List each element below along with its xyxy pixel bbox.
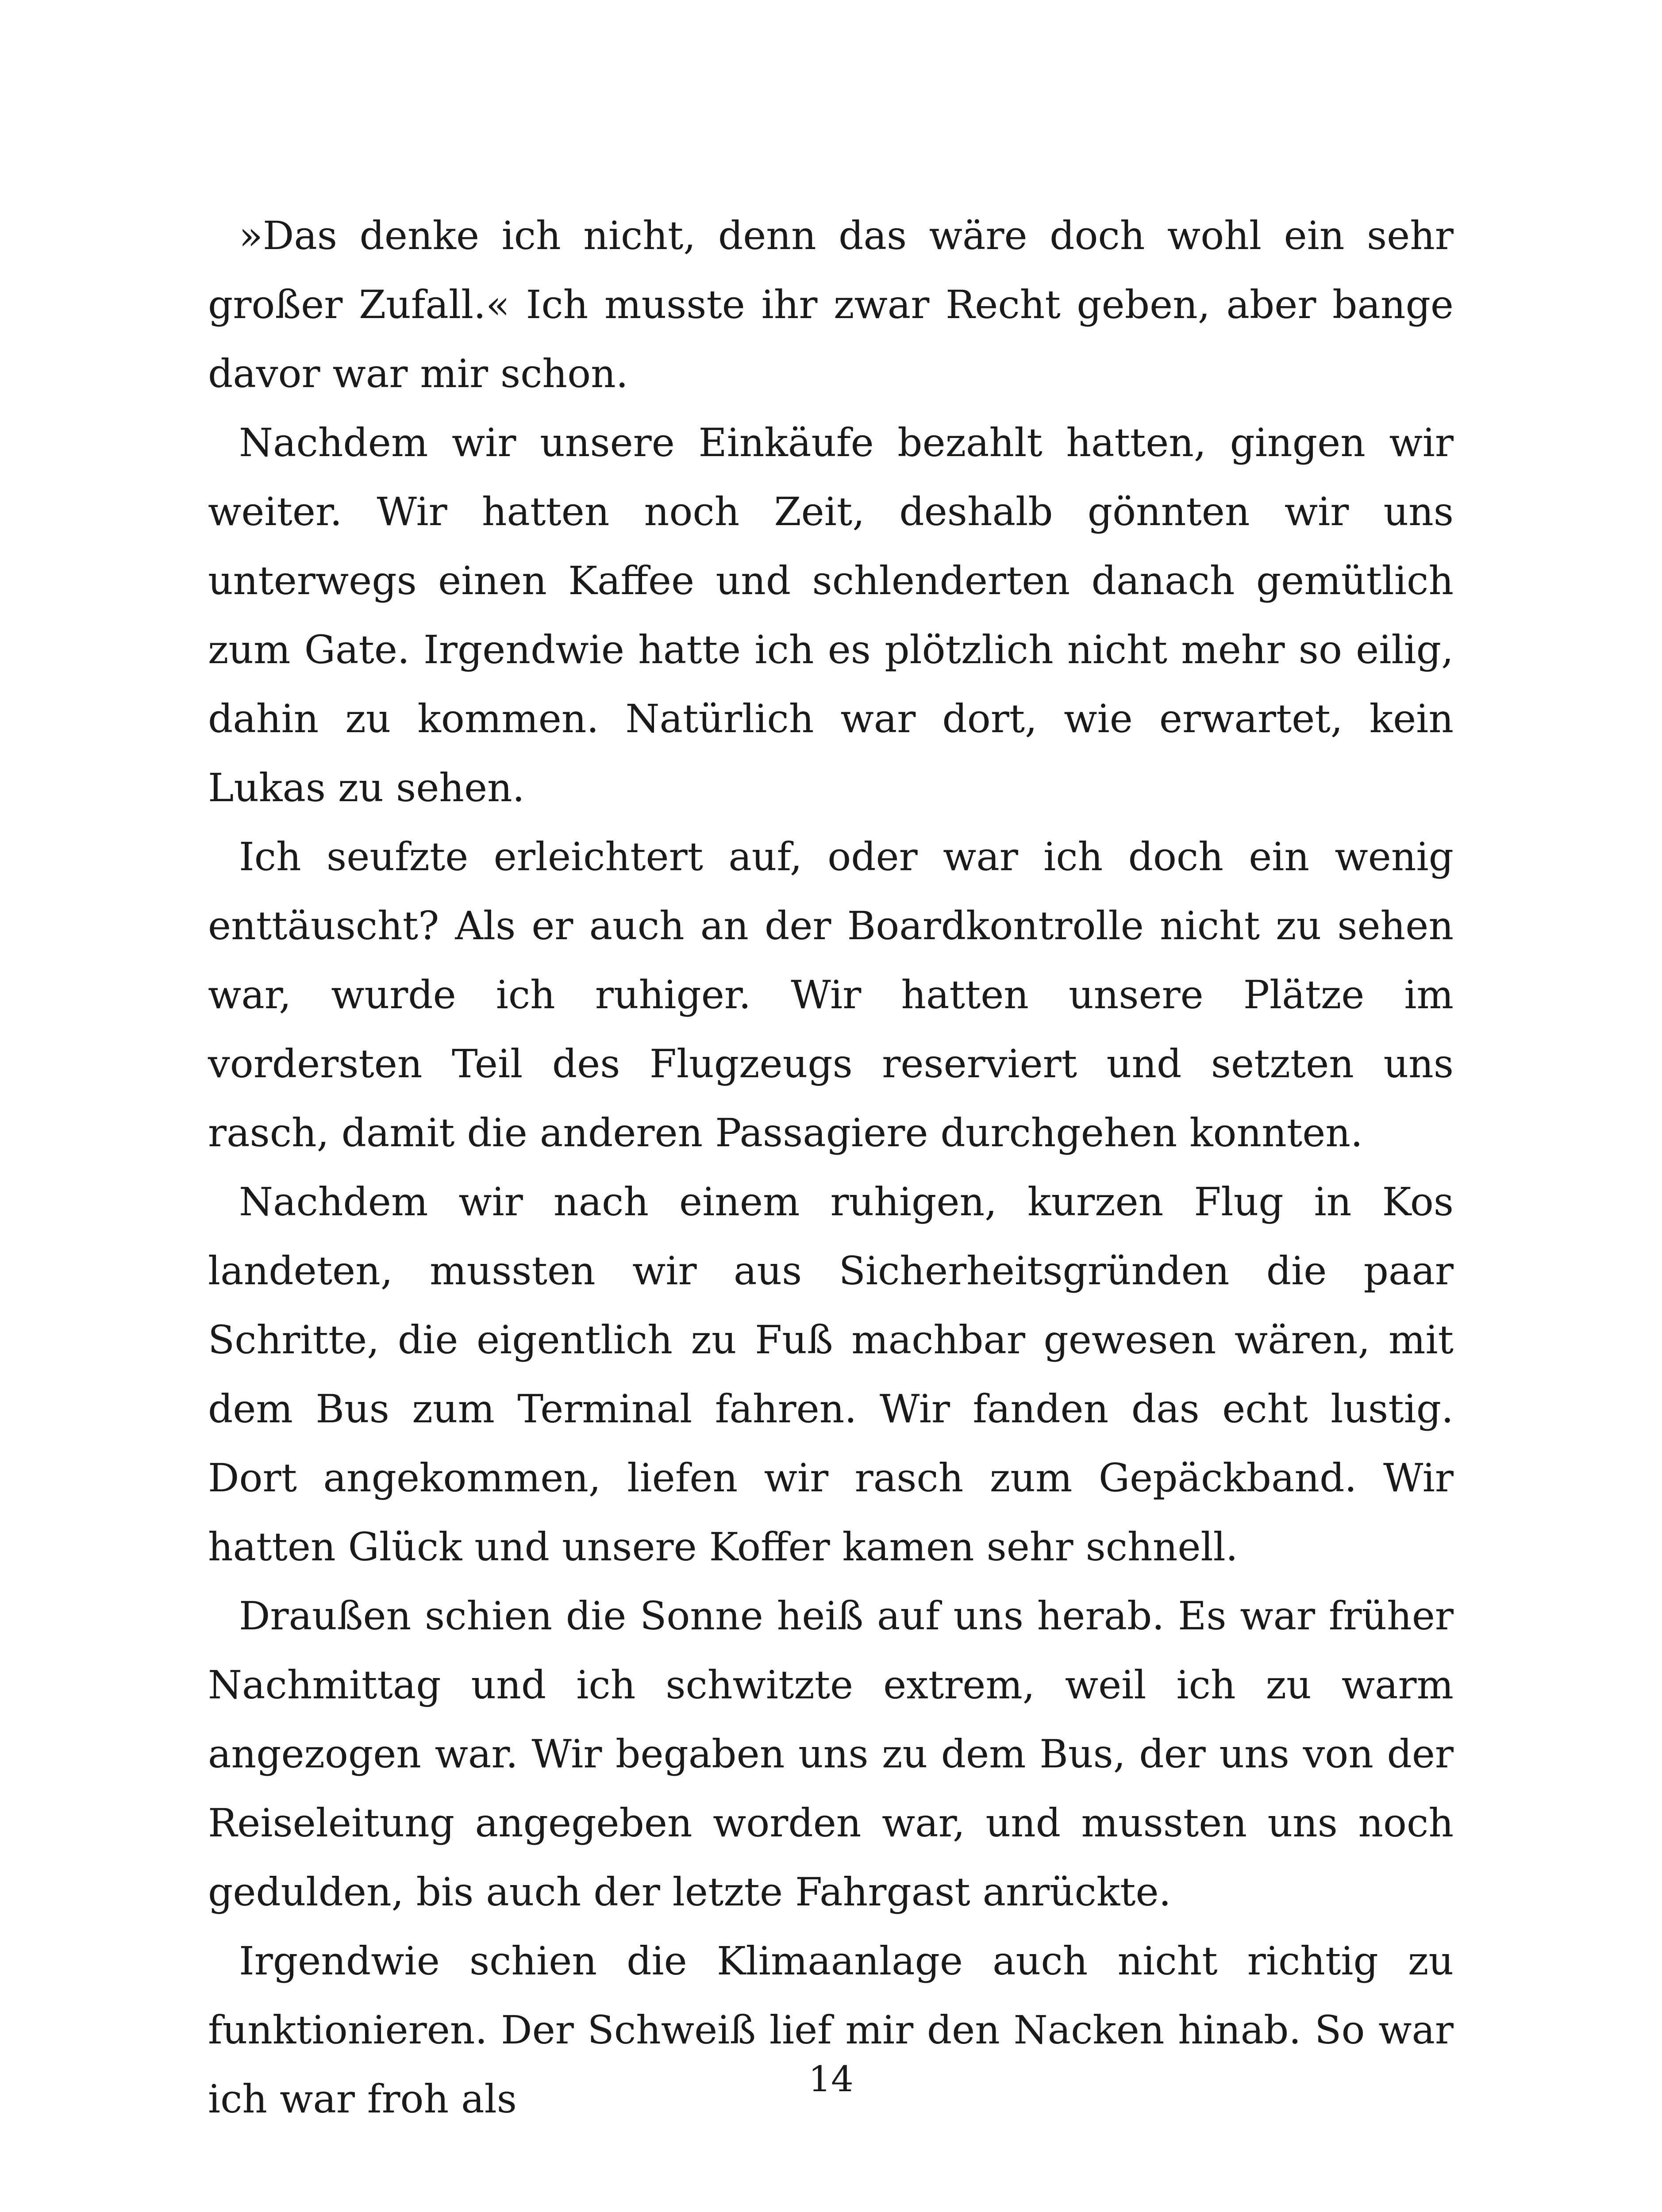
paragraph: Ich seufzte erleichtert auf, oder war ich doch ein wenig enttäuscht? Als er auch an der Boardkontrolle nicht zu sehen war, wurde ich ruhiger. Wir hatten unsere Plätze im vordersten Teil des Flugzeugs reserviert und setzten uns rasch, damit die anderen Passagiere durchgehen konnten.	[208, 834, 1454, 1156]
body-text	[208, 201, 1454, 2134]
paragraph: »Das denke ich nicht, denn das wäre doch wohl ein sehr großer Zufall.« Ich musste ihr zwar Recht geben, aber bange davor war mir schon.	[208, 213, 1454, 396]
page-number: 14	[808, 2058, 854, 2100]
paragraph: Nachdem wir unsere Einkäufe bezahlt hatten, gingen wir weiter. Wir hatten noch Zeit, deshalb gönnten wir uns unterwegs einen Kaffee und schlenderten danach gemütlich zum Gate. Irgendwie hatte ich es plötzlich nicht mehr so eilig, dahin zu kommen. Natürlich war dort, wie erwartet, kein Lukas zu sehen.	[208, 420, 1454, 810]
paragraph: Irgendwie schien die Klimaanlage auch nicht richtig zu funktionieren. Der Schweiß lief mir den Nacken hinab. So war ich war froh als	[208, 1938, 1454, 2122]
paragraph: Draußen schien die Sonne heiß auf uns herab. Es war früher Nachmittag und ich schwitzte extrem, weil ich zu warm angezogen war. Wir begaben uns zu dem Bus, der uns von der Reiseleitung angegeben worden war, und mussten uns noch gedulden, bis auch der letzte Fahrgast anrückte.	[208, 1593, 1454, 1915]
paragraph: Nachdem wir nach einem ruhigen, kurzen Flug in Kos landeten, mussten wir aus Sicherheitsgründen die paar Schritte, die eigentlich zu Fuß machbar gewesen wären, mit dem Bus zum Terminal fahren. Wir fanden das echt lustig. Dort angekommen, liefen wir rasch zum Gepäckband. Wir hatten Glück und unsere Koffer kamen sehr schnell.	[208, 1179, 1454, 1570]
